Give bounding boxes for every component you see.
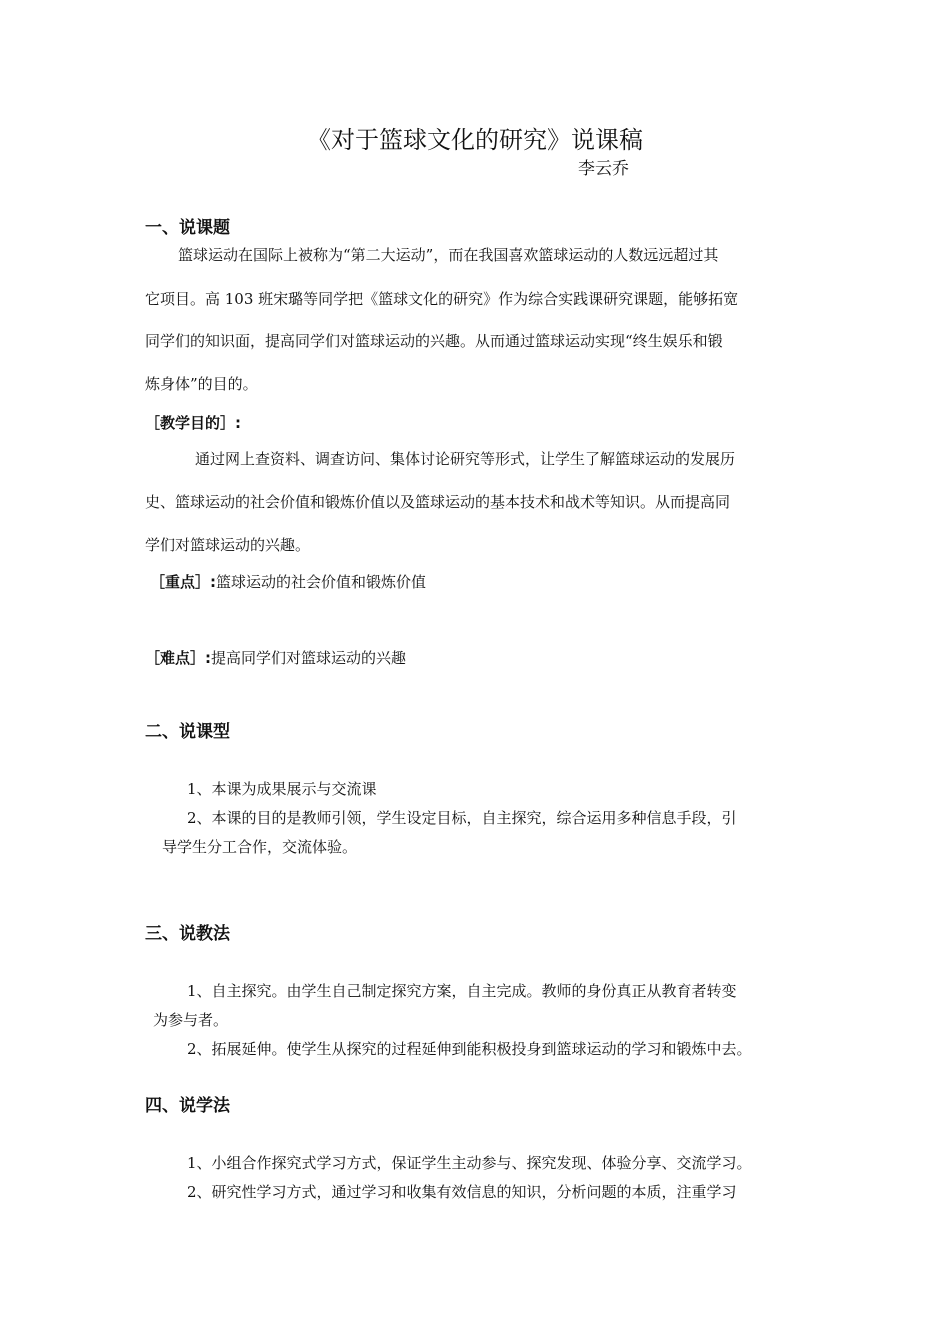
list-item: 1、本课为成果展示与交流课 — [187, 780, 377, 798]
paragraph-line: 篮球运动在国际上被称为“第二大运动”，而在我国喜欢篮球运动的人数远远超过其 — [178, 246, 719, 264]
paragraph-line: 它项目。高 103 班宋璐等同学把《篮球文化的研究》作为综合实践课研究课题，能够拓宽 — [145, 290, 739, 308]
key-point-label: ［重点］: — [150, 573, 216, 591]
paragraph-line: 史、篮球运动的社会价值和锻炼价值以及篮球运动的基本技术和战术等知识。从而提高同 — [145, 493, 731, 511]
key-point-text: 篮球运动的社会价值和锻炼价值 — [216, 573, 427, 591]
list-item: 2、研究性学习方式，通过学习和收集有效信息的知识，分析问题的本质，注重学习 — [187, 1183, 737, 1201]
paragraph-line: 学们对篮球运动的兴趣。 — [145, 536, 311, 554]
paragraph-line: 同学们的知识面，提高同学们对篮球运动的兴趣。从而通过篮球运动实现“终生娱乐和锻 — [145, 332, 723, 350]
difficult-point-text: 提高同学们对篮球运动的兴趣 — [211, 649, 407, 667]
goal-label: ［教学目的］: — [145, 414, 241, 432]
section-heading-2: 二、说课型 — [145, 722, 230, 742]
document-title: 《对于篮球文化的研究》说课稿 — [307, 126, 643, 154]
list-item: 1、自主探究。由学生自己制定探究方案，自主完成。教师的身份真正从教育者转变 — [187, 982, 737, 1000]
list-item: 1、小组合作探究式学习方式，保证学生主动参与、探究发现、体验分享、交流学习。 — [187, 1154, 752, 1172]
section-heading-4: 四、说学法 — [145, 1096, 230, 1116]
section-heading-1: 一、说课题 — [145, 218, 230, 238]
list-item-continued: 导学生分工合作，交流体验。 — [162, 838, 358, 856]
difficult-point-label: ［难点］: — [145, 649, 211, 667]
paragraph-line: 通过网上查资料、调查访问、集体讨论研究等形式，让学生了解篮球运动的发展历 — [195, 450, 736, 468]
section-heading-3: 三、说教法 — [145, 924, 230, 944]
paragraph-line: 炼身体”的目的。 — [145, 375, 258, 393]
list-item-continued: 为参与者。 — [153, 1011, 229, 1029]
key-point — [150, 571, 426, 593]
list-item: 2、拓展延伸。使学生从探究的过程延伸到能积极投身到篮球运动的学习和锻炼中去。 — [187, 1040, 752, 1058]
difficult-point — [145, 647, 406, 669]
author-name: 李云乔 — [578, 159, 629, 179]
list-item: 2、本课的目的是教师引领，学生设定目标，自主探究，综合运用多种信息手段，引 — [187, 809, 737, 827]
